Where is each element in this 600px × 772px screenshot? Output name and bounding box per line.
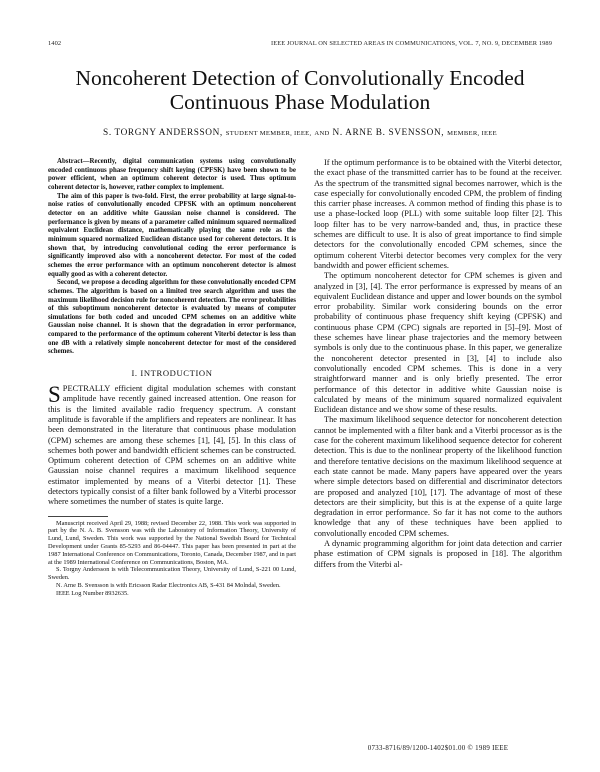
page-number: 1402 — [48, 40, 62, 47]
abstract-paragraph-3: Second, we propose a decoding algorithm for these convolutionally encoded CPM schemes. The algorithm is based on a limited tree search algorithm and uses the maximum likelihood decision rule for noncoherent detection. The error probabilities of this suboptimum noncoherent detector is evaluated by means of computer simulations for both coded and uncoded CPM schemes on an additive white Gaussian noise channel. It is shown that the degradation in error performance, compared to the performance of the optimum coherent Viterbi detector is less than one dB with a relatively simple noncoherent detector for most of the considered schemes. — [48, 279, 296, 356]
right-paragraph-2: The optimum noncoherent detector for CPM schemes is given and analyzed in [3], [4]. The error performance is expressed by means of an equivalent Euclidean distance and upper and lower bounds on the symbol error probability. Similar work considering bounds on the error probability of continuous phase frequency shift keying (CPFSK) and continuous phase CPM (CPC) signals are reported in [5]–[9]. Most of these schemes have linear phase trajectories and the memory between symbols is only due to the continuous phase. In this paper, we generalize the noncoherent detector presented in [3], [4] to include also convolutionally encoded CPM schemes. This is done in a very straightforward manner and is only briefly presented. The error performance of this detector in additive white Gaussian noise is calculated by means of the minimum squared normalized equivalent Euclidean distance and we show some of these results. — [314, 271, 562, 415]
right-column-body — [314, 158, 562, 570]
title-line-1: Noncoherent Detection of Convolutionally Encoded — [75, 66, 525, 90]
abstract — [48, 158, 296, 357]
paper-title — [40, 66, 560, 114]
title-line-2: Continuous Phase Modulation — [169, 90, 431, 114]
author-2-grade: MEMBER, IEEE — [447, 130, 497, 137]
running-header — [48, 40, 552, 52]
left-column — [48, 158, 296, 598]
right-paragraph-3: The maximum likelihood sequence detector for noncoherent detection cannot be implemented with a filter bank and a Viterbi processor as is the case for the coherent maximum likelihood sequence detector for coherent detection. This is due to the nonlinear property of the likelihood function and therefore tentative decisions on the maximum likelihood sequence at each state cannot be made. Many papers have appeared over the years where simple detectors based on differential and discriminator detectors are proposed and analyzed [10], [17]. The advantage of most of these detectors are their simplicity, but this is at the expense of a quite large degradation in error performance. So far it has not come to the authors knowledge that any of these techniques have been applied to convolutionally encoded CPM schemes. — [314, 415, 562, 538]
right-paragraph-1: If the optimum performance is to be obtained with the Viterbi detector, the exact phase of the transmitted carrier has to be found at the receiver. As the spectrum of the transmitted signal becomes narrower, which is the case especially for convolutionally encoded CPM, the problem of finding this carrier phase increases. A common method of finding this phase is to use a phase-locked loop (PLL) with some suitable loop filter [2]. This loop filter has to be very narrow-banded and, thus, in practice these schemes are difficult to use. It is also of great importance to find simple detectors for the convolutionally encoded CPM schemes, since the optimum coherent Viterbi detector becomes very complex for the very bandwidth and power efficient schemes. — [314, 158, 562, 270]
section-heading-introduction: I. INTRODUCTION — [131, 368, 213, 379]
author-1-grade: STUDENT MEMBER, IEEE, — [225, 130, 312, 137]
footnote-author-1: S. Torgny Andersson is with Telecommunication Theory, University of Lund, S-221 00 Lund, Sweden. — [48, 566, 296, 582]
footnotes — [48, 520, 296, 598]
footnote-author-2: N. Arne B. Svensson is with Ericsson Radar Electronics AB, S-431 84 Molndal, Sweden. — [56, 582, 281, 590]
abstract-paragraph-2: The aim of this paper is two-fold. First, the error probability at large signal-to-noise ratios of convolutionally encoded CPFSK with an optimum noncoherent detector on an additive white Gaussian noise channel is considered. The performance is given by means of a parameter called minimum squared normalized equivalent Euclidean distance, mathematically playing the same role as the minimum squared normalized Euclidean distance used for coherent detectors. It is shown that, by introducing convolutional coding the error performance is significantly improved also with a noncoherent detector. For most of the coded schemes the error performance with an optimum noncoherent detector is almost equally good as with a coherent detector. — [48, 192, 296, 278]
abstract-paragraph-1: Abstract—Recently, digital communication systems using convolutionally encoded continuous phase frequency shift keying (CPFSK) have been shown to be power efficient, when an optimum coherent detector is used. Thus optimum coherent detector is, however, rather complex to implement. — [48, 158, 296, 191]
author-1-name: S. TORGNY ANDERSSON, — [103, 128, 223, 138]
introduction-paragraph-1-text: PECTRALLY efficient digital modulation schemes with constant amplitude have recently gained increased attention. One reason for this is the limited available radio frequency spectrum. A constant amplitude is favorable if the amplifiers and repeaters are nonlinear. It has been demonstrated in the literature that continuous phase modulation (CPM) schemes are among these schemes [1], [4], [5]. In this class of schemes both power and bandwidth efficient schemes can be constructed. Optimum coherent detection of CPM schemes on an additive white Gaussian noise channel requires a maximum likelihood sequence estimator implemented by means of a Viterbi detector [1]. These detectors typically consist of a filter bank followed by a Viterbi processor where sometimes the number of states is quite large. — [48, 384, 296, 507]
author-conjunction: AND — [314, 130, 330, 137]
footnote-divider — [48, 516, 108, 517]
drop-cap: S — [48, 382, 61, 408]
author-2-name: N. ARNE B. SVENSSON, — [332, 128, 445, 138]
right-column — [314, 158, 562, 570]
journal-name: IEEE JOURNAL ON SELECTED AREAS IN COMMUNICATIONS, VOL. 7, NO. 9, DECEMBER 1989 — [271, 40, 552, 47]
copyright-line: 0733-8716/89/1200-1402$01.00 © 1989 IEEE — [367, 745, 509, 752]
right-paragraph-4: A dynamic programming algorithm for joint data detection and carrier phase estimation of CPM signals is proposed in [18]. The algorithm differs from the Viterbi al- — [314, 538, 562, 569]
footnote-received: Manuscript received April 29, 1988; revised December 22, 1988. This work was supported in part by the N. A. B. Svensson was with the Laboratory of Information Theory, University of Lund, Lund, Sweden. This work was supported by the National Swedish Board for Technical Development under Grants 85-5293 and 86-04447. This paper has been presented in part at the 1987 International Conference on Communications, Toronto, Canada, December 1987, and in part at the 1989 International Conference on Communications, Boston, MA. — [48, 519, 296, 566]
introduction-body — [48, 384, 296, 508]
footnote-ieee-log: IEEE Log Number 8932635. — [56, 589, 129, 597]
author-line — [40, 128, 560, 138]
introduction-paragraph-1 — [48, 384, 296, 508]
